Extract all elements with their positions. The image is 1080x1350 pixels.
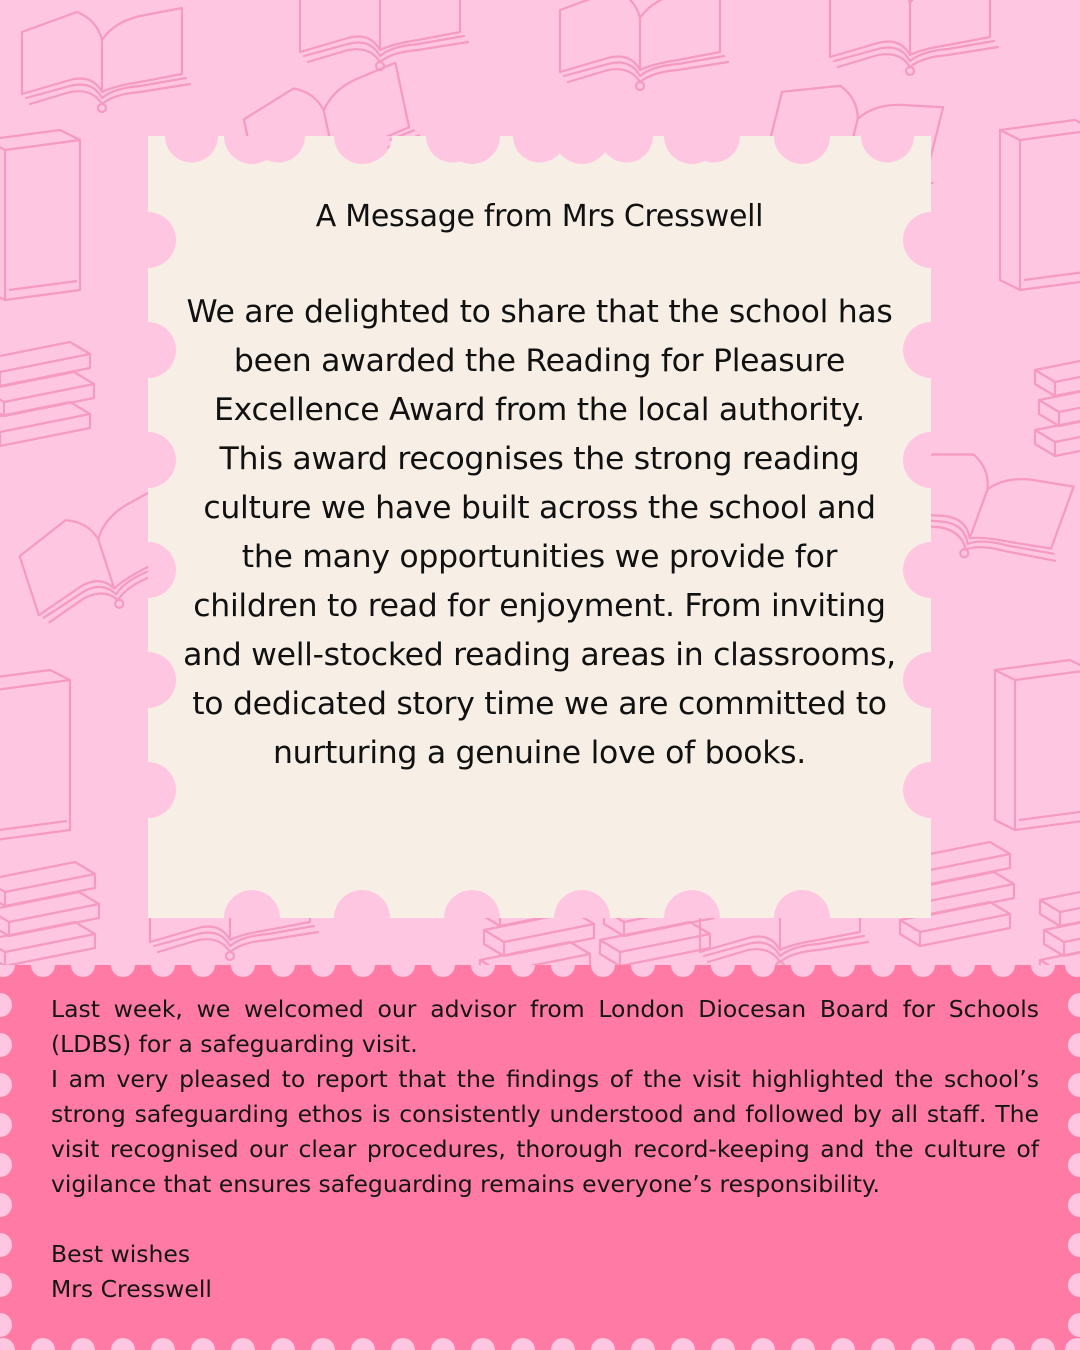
safeguarding-findings: I am very pleased to report that the findings of the visit highlighted the school’s strong safeguarding ethos is consistently understood and followed by all staff. The visit recognised our clear procedures, thorough record-keeping and the culture of vigilance that ensures safeguarding remains everyone’s responsibility.	[51, 1065, 1039, 1198]
sign-off: Best wishes	[51, 1240, 191, 1268]
award-details: This award recognises the strong reading culture we have built across the school and the many opportunities we provide for children to read for enjoyment. From inviting and well-stocked reading areas in classrooms, to dedicated story time we are committed to nurturing a genuine love of books.	[183, 441, 896, 771]
paragraph-spacer	[51, 1202, 1039, 1237]
stamp-message	[183, 190, 896, 778]
message-title: A Message from Mrs Cresswell	[315, 199, 764, 234]
signature: Mrs Cresswell	[51, 1275, 212, 1303]
safeguarding-visit-intro: Last week, we welcomed our advisor from London Diocesan Board for Schools (LDBS) for a safeguarding visit.	[51, 995, 1039, 1058]
award-announcement: We are delighted to share that the school has been awarded the Reading for Pleasure Excellence Award from the local authority.	[186, 294, 893, 428]
safeguarding-message	[51, 992, 1039, 1307]
